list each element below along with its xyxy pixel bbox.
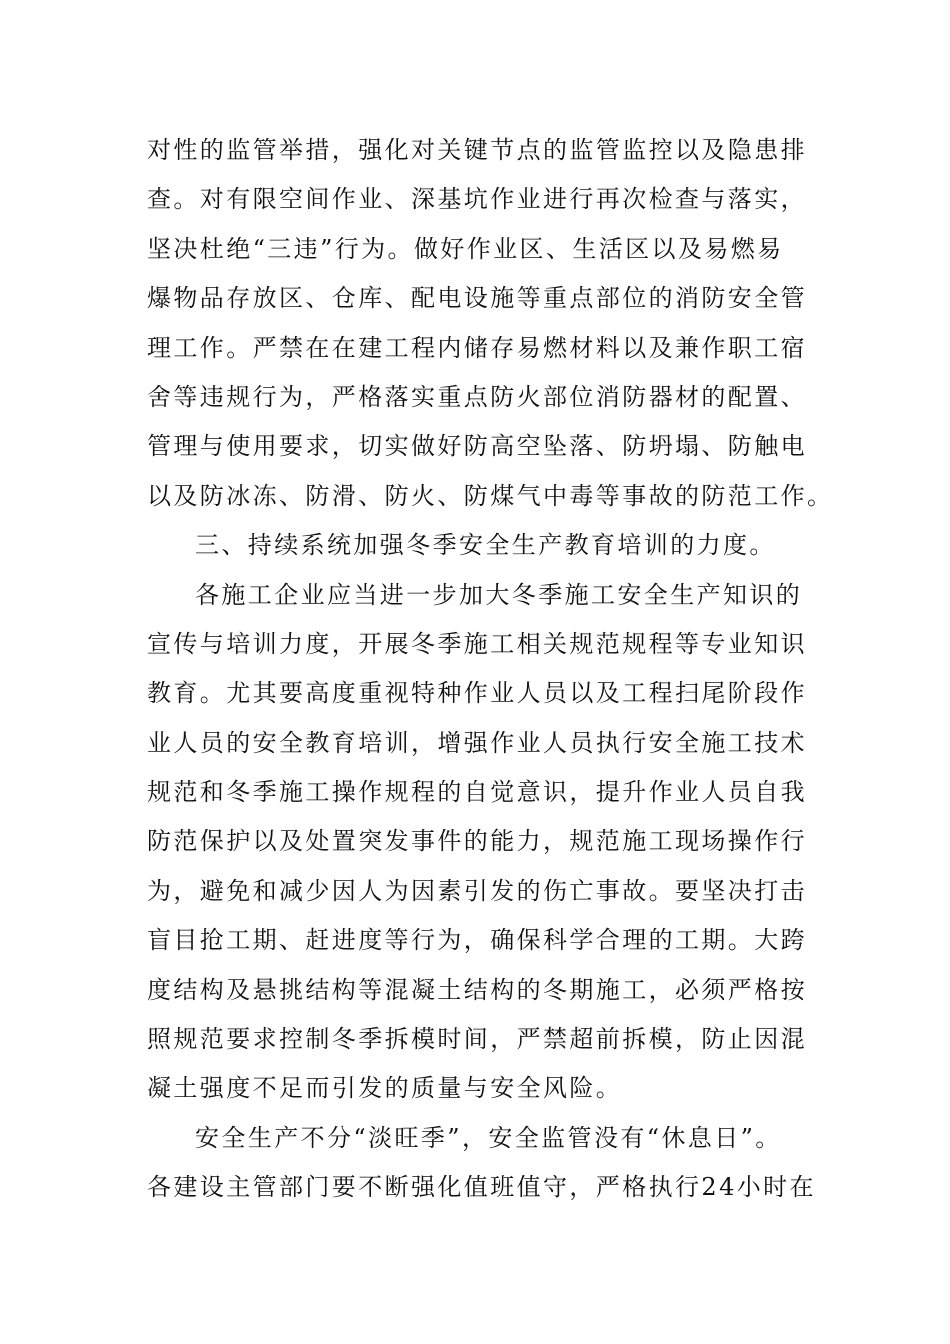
text-line: 对性的监管举措，强化对关键节点的监管监控以及隐患排 [147, 136, 807, 164]
text-line: 坚决杜绝“三违”行为。做好作业区、生活区以及易燃易 [147, 234, 784, 263]
text-line: 查。对有限空间作业、深基坑作业进行再次检查与落实， [147, 185, 807, 214]
text-line: 盲目抢工期、赶进度等行为，确保科学合理的工期。大跨 [147, 926, 807, 955]
text-line: 业人员的安全教育培训，增强作业人员执行安全施工技术 [147, 728, 807, 757]
text-line: 宣传与培训力度，开展冬季施工相关规范规程等专业知识 [147, 629, 807, 658]
text-line: 防范保护以及处置突发事件的能力，规范施工现场操作行 [147, 827, 807, 856]
text-line: 管理与使用要求，切实做好防高空坠落、防坍塌、防触电 [147, 432, 807, 461]
text-line: 舍等违规行为，严格落实重点防火部位消防器材的配置、 [147, 382, 807, 411]
paragraph-start-line: 各施工企业应当进一步加大冬季施工安全生产知识的 [195, 580, 803, 609]
text-line: 爆物品存放区、仓库、配电设施等重点部位的消防安全管 [147, 284, 807, 313]
text-line: 理工作。严禁在在建工程内储存易燃材料以及兼作职工宿 [147, 333, 807, 362]
body-text [147, 126, 834, 1213]
text-line: 以及防冰冻、防滑、防火、防煤气中毒等事故的防范工作。 [147, 481, 834, 510]
paragraph-start-line: 安全生产不分“淡旺季”，安全监管没有“休息日”。 [195, 1123, 782, 1152]
text-line: 教育。尤其要高度重视特种作业人员以及工程扫尾阶段作 [147, 679, 807, 708]
text-line: 为，避免和减少因人为因素引发的伤亡事故。要坚决打击 [147, 876, 807, 905]
text-line: 度结构及悬挑结构等混凝土结构的冬期施工，必须严格按 [147, 975, 807, 1004]
section-heading: 三、持续系统加强冬季安全生产教育培训的力度。 [195, 531, 776, 560]
text-line: 照规范要求控制冬季拆模时间，严禁超前拆模，防止因混 [147, 1025, 807, 1054]
text-line: 规范和冬季施工操作规程的自觉意识，提升作业人员自我 [147, 778, 807, 807]
text-line: 凝土强度不足而引发的质量与安全风险。 [147, 1074, 623, 1103]
text-line: 各建设主管部门要不断强化值班值守，严格执行24小时在 [147, 1173, 816, 1202]
